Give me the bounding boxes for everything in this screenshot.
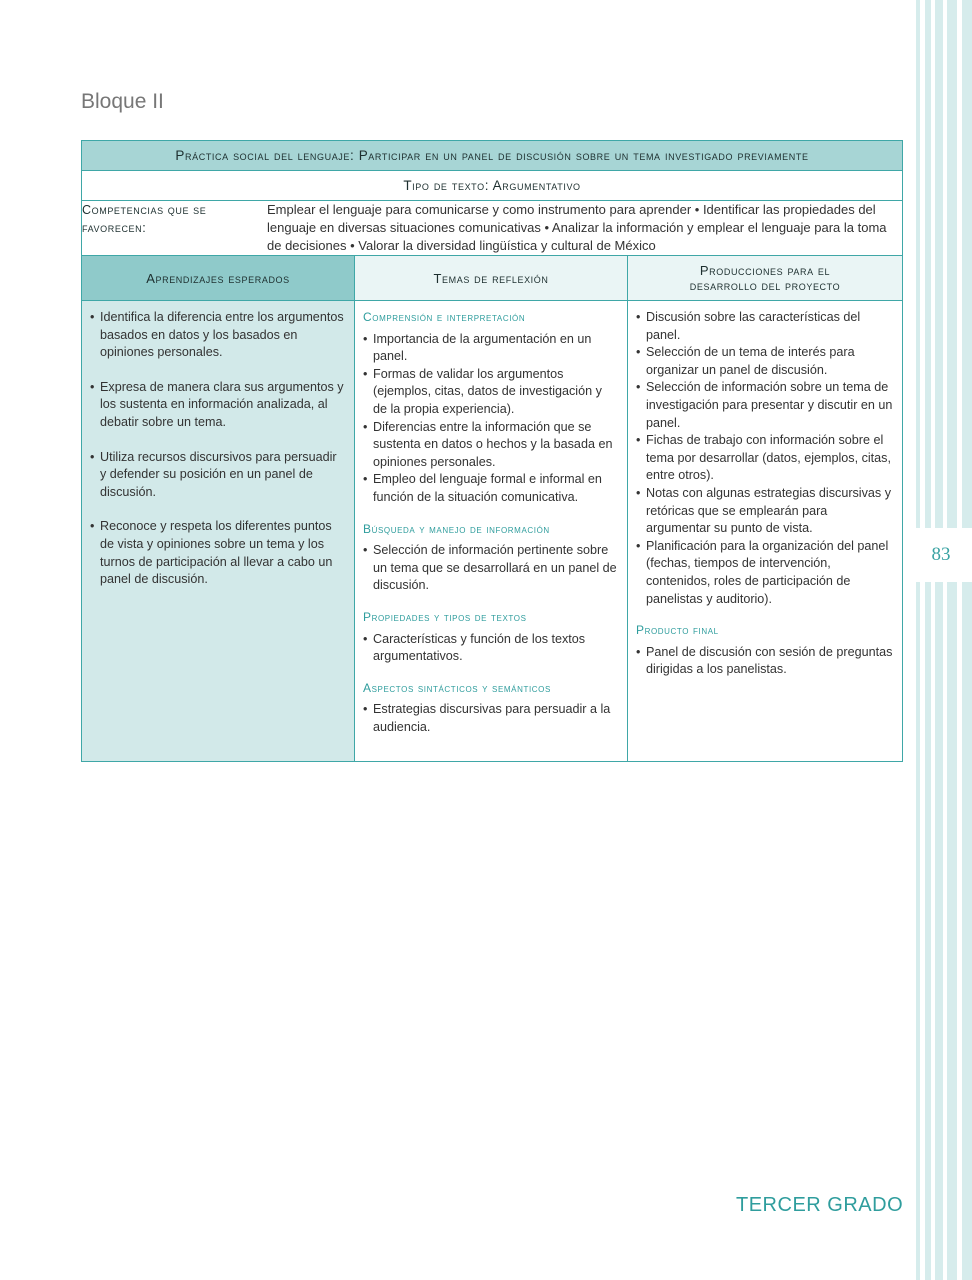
social-practice-header: Práctica social del lenguaje: Participar en un panel de discusión sobre un tema investigado previamente [82, 141, 903, 171]
list-item: • Estrategias discursivas para persuadir a la audiencia. [363, 701, 619, 736]
list-item: • Discusión sobre las características del panel. [636, 309, 894, 344]
block-title: Bloque II [81, 90, 164, 113]
col-header-producciones [628, 256, 903, 301]
producciones-cell [628, 301, 903, 762]
list-item: • Empleo del lenguaje formal e informal en función de la situación comunicativa. [363, 471, 619, 506]
decorative-stripes [910, 0, 972, 1280]
section-title: Búsqueda y manejo de información [363, 521, 550, 536]
list-item: • Características y función de los textos argumentativos. [363, 631, 619, 666]
page-number: 83 [931, 544, 951, 565]
program-table [81, 140, 903, 762]
list-item: • Formas de validar los argumentos (ejemplos, citas, datos de investigación y de la propia experiencia). [363, 366, 619, 419]
section-title: Aspectos sintácticos y semánticos [363, 680, 551, 695]
col-header-producciones-label: Producciones para el desarrollo del proyecto [689, 263, 841, 293]
competencies-text: Emplear el lenguaje para comunicarse y como instrumento para aprender • Identificar las propiedades del lenguaje en diversas situaciones comunicativas • Analizar la información y emplear el lenguaje para la toma de decisiones • Valorar la diversidad lingüística y cultural de México [267, 202, 887, 253]
list-item: • Reconoce y respeta los diferentes puntos de vista y opiniones sobre un tema y los turnos de participación al llevar a cabo un panel de discusión. [90, 518, 346, 588]
list-item: • Expresa de manera clara sus argumentos y los sustenta en información analizada, al debatir sobre un tema. [90, 379, 346, 432]
section-title: Producto final [636, 623, 719, 638]
list-item: • Notas con algunas estrategias discursivas y retóricas que se emplearán para argumentar su punto de vista. [636, 485, 894, 538]
col-header-aprendizajes: Aprendizajes esperados [82, 256, 355, 301]
list-item: • Utiliza recursos discursivos para persuadir y defender su posición en un panel de discusión. [90, 449, 346, 502]
page-number-box [910, 528, 972, 582]
temas-cell [355, 301, 628, 762]
list-item: • Selección de un tema de interés para organizar un panel de discusión. [636, 344, 894, 379]
list-item: • Fichas de trabajo con información sobre el tema por desarrollar (datos, ejemplos, citas, entre otros). [636, 432, 894, 485]
competencies-label: Competencias que se favorecen: [82, 203, 207, 235]
section-title: Comprensión e interpretación [363, 310, 526, 324]
list-item: • Selección de información pertinente sobre un tema que se desarrollará en un panel de discusión. [363, 542, 619, 595]
list-item: • Planificación para la organización del panel (fechas, tiempos de intervención, contenidos, roles de participación de panelistas y auditorio). [636, 538, 894, 608]
competencies-row [82, 201, 903, 256]
list-item: • Panel de discusión con sesión de preguntas dirigidas a los panelistas. [636, 644, 894, 679]
list-item: • Diferencias entre la información que se sustenta en datos o hechos y la basada en opiniones personales. [363, 419, 619, 472]
list-item: • Identifica la diferencia entre los argumentos basados en datos y los basados en opiniones personales. [90, 309, 346, 362]
text-type-header: Tipo de texto: Argumentativo [82, 171, 903, 201]
list-item: • Importancia de la argumentación en un panel. [363, 331, 619, 366]
list-item: • Selección de información sobre un tema de investigación para presentar y discutir en un panel. [636, 379, 894, 432]
col-header-temas: Temas de reflexión [355, 256, 628, 301]
aprendizajes-cell [82, 301, 355, 762]
section-title: Propiedades y tipos de textos [363, 609, 527, 624]
footer-grade: TERCER GRADO [736, 1194, 904, 1216]
